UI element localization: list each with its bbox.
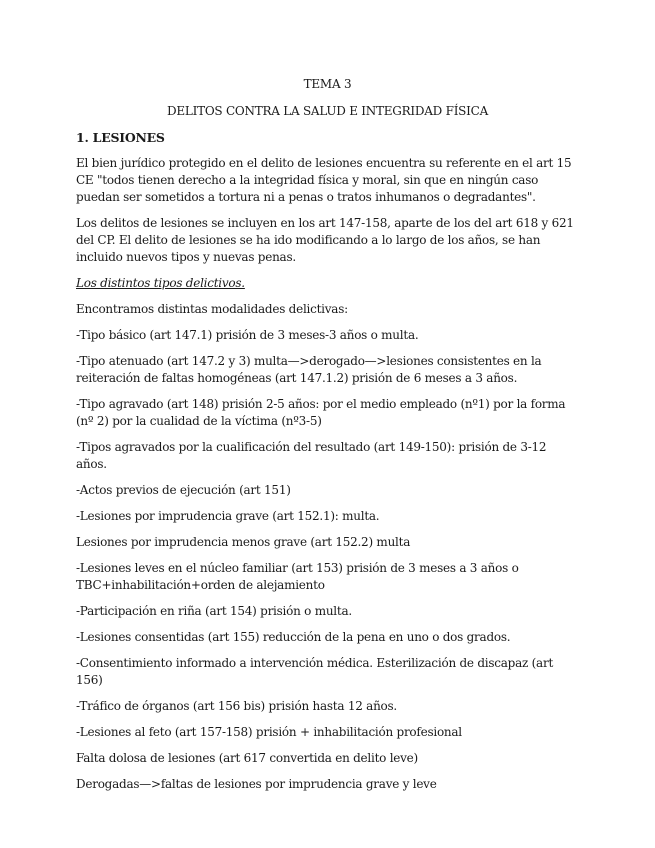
section-heading: 1. LESIONES [76, 130, 165, 145]
list-item: -Lesiones leves en el núcleo familiar (art 153) prisión de 3 meses a 3 años o TBC+inhabilitación+orden de alejamiento [76, 561, 519, 592]
list-item: -Tipos agravados por la cualificación del resultado (art 149-150): prisión de 3-12 años. [76, 440, 547, 471]
list-item: -Participación en riña (art 154) prisión o multa. [76, 604, 352, 618]
list-item: -Lesiones consentidas (art 155) reducción de la pena en uno o dos grados. [76, 630, 511, 644]
list-item: -Tipo básico (art 147.1) prisión de 3 meses-3 años o multa. [76, 328, 419, 342]
list-item: -Tráfico de órganos (art 156 bis) prisión hasta 12 años. [76, 699, 397, 713]
document-subtitle: DELITOS CONTRA LA SALUD E INTEGRIDAD FÍSICA [167, 104, 488, 118]
paragraph-bien-juridico: El bien jurídico protegido en el delito de lesiones encuentra su referente en el art 15 CE "todos tienen derecho a la integridad física y moral, sin que en ningún caso puedan ser sometidos a tortura ni a penas o tratos inhumanos o degradantes". [76, 156, 572, 204]
list-item: Falta dolosa de lesiones (art 617 convertida en delito leve) [76, 751, 418, 765]
list-item: -Lesiones al feto (art 157-158) prisión + inhabilitación profesional [76, 725, 462, 739]
list-item: -Tipo atenuado (art 147.2 y 3) multa—>derogado—>lesiones consistentes en la reiteración de faltas homogéneas (art 147.1.2) prisión de 6 meses a 3 años. [76, 354, 542, 385]
list-item: Derogadas—>faltas de lesiones por imprudencia grave y leve [76, 777, 437, 791]
list-item: Lesiones por imprudencia menos grave (art 152.2) multa [76, 535, 411, 549]
document-title: TEMA 3 [303, 77, 352, 91]
list-item: -Actos previos de ejecución (art 151) [76, 483, 291, 497]
list-item: -Lesiones por imprudencia grave (art 152.1): multa. [76, 509, 380, 523]
paragraph-delitos-lesiones: Los delitos de lesiones se incluyen en los art 147-158, aparte de los del art 618 y 621 del CP. El delito de lesiones se ha ido modificando a lo largo de los años, se han incluido nuevos tipos y nuevas penas. [76, 216, 574, 264]
list-item: -Tipo agravado (art 148) prisión 2-5 años: por el medio empleado (nº1) por la forma (nº 2) por la cualidad de la víctima (nº3-5) [76, 397, 566, 428]
list-item: -Consentimiento informado a intervención médica. Esterilización de discapaz (art 156) [76, 656, 554, 687]
intro-modalidades: Encontramos distintas modalidades delictivas: [76, 302, 348, 316]
subheading-tipos-delictivos: Los distintos tipos delictivos. [76, 276, 245, 290]
